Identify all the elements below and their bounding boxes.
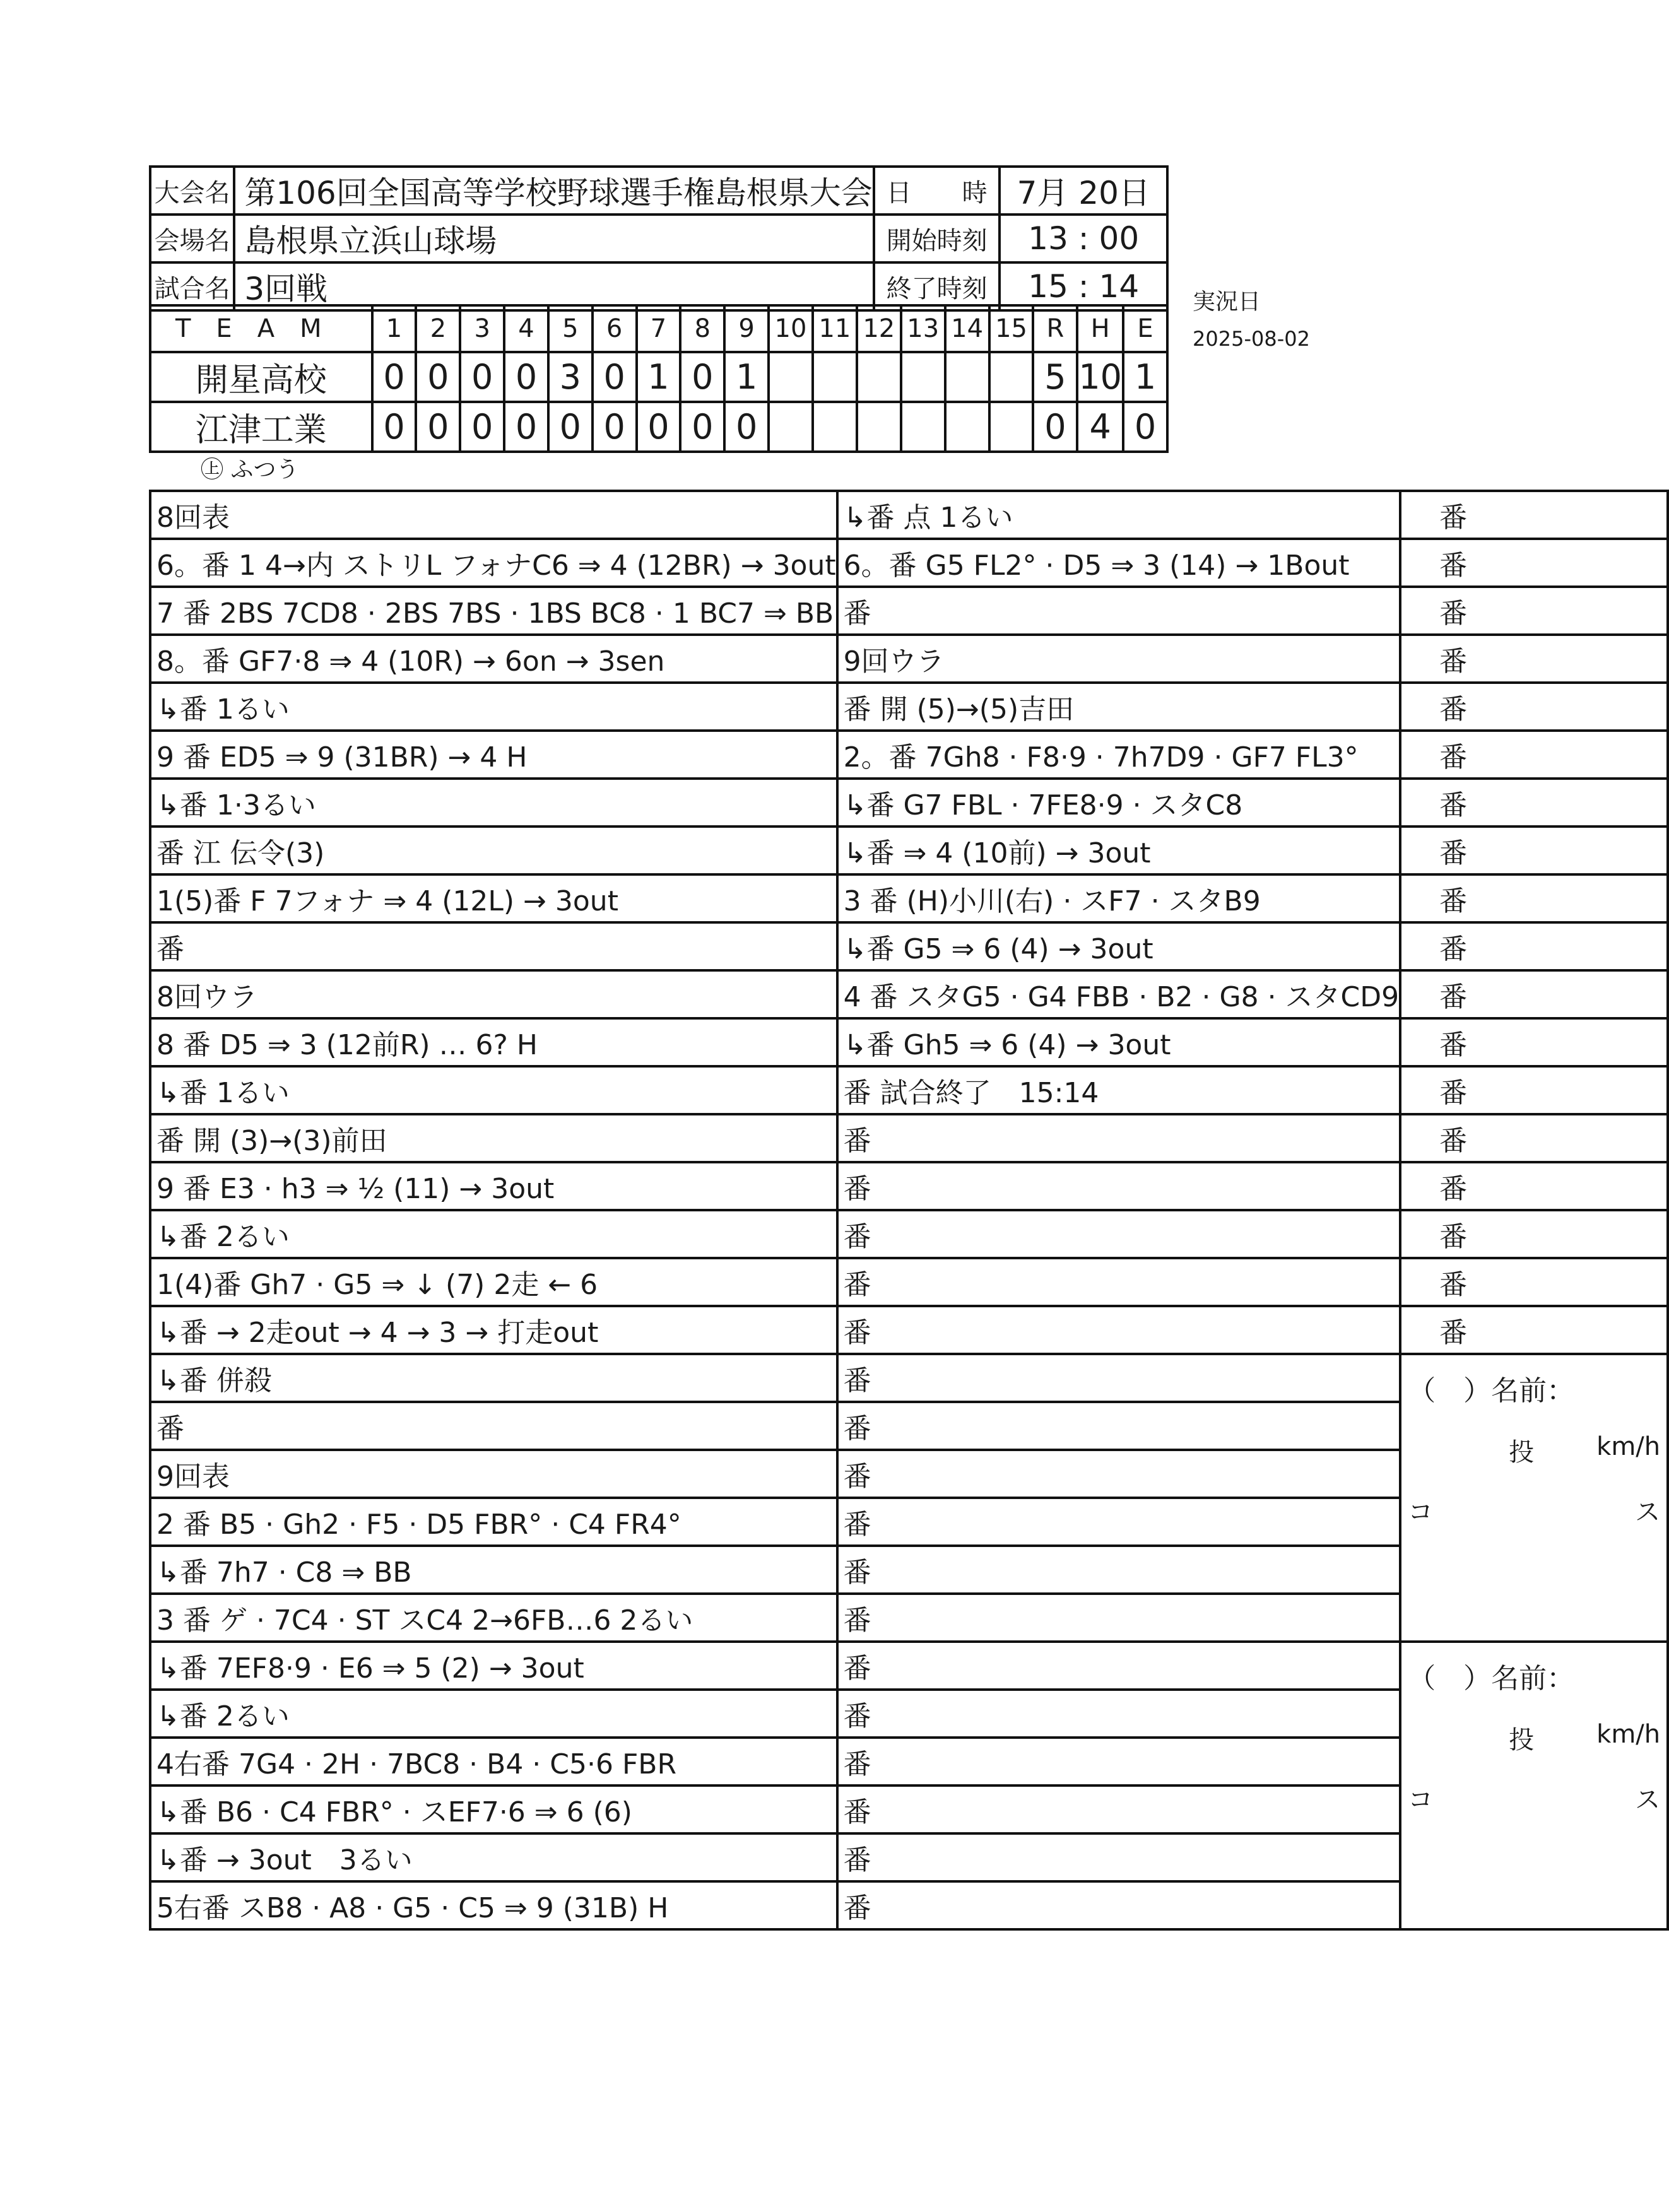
inning-header: 14 bbox=[945, 305, 989, 352]
play-row bbox=[150, 491, 1668, 539]
inning-score bbox=[989, 352, 1034, 402]
game-label: 試合名 bbox=[150, 262, 234, 310]
extra-play-cell: 番 bbox=[1400, 1258, 1668, 1306]
home-play-cell: 番 bbox=[837, 1210, 1401, 1258]
visitor-play-cell: 8回ウラ bbox=[150, 970, 837, 1018]
runs-header: R bbox=[1033, 305, 1077, 352]
home-play-cell: 2。番 7Gh8 · F8·9 · 7h7D9 · GF7 FL3° bbox=[837, 731, 1401, 779]
home-play-cell: 番 bbox=[837, 1306, 1401, 1354]
inning-header: 10 bbox=[769, 305, 813, 352]
home-play-cell: 番 bbox=[837, 1546, 1401, 1594]
broadcast-date: 2025-08-02 bbox=[1193, 327, 1310, 351]
home-play-cell: 番 開 (5)→(5)吉田 bbox=[837, 683, 1401, 731]
inning-score: 0 bbox=[416, 402, 460, 452]
play-row bbox=[150, 827, 1668, 874]
play-row bbox=[150, 779, 1668, 827]
total-runs: 5 bbox=[1033, 352, 1077, 402]
total-errors: 0 bbox=[1123, 402, 1167, 452]
inning-score: 0 bbox=[504, 402, 548, 452]
play-row bbox=[150, 970, 1668, 1018]
visitor-play-cell: 番 bbox=[150, 922, 837, 970]
inning-header: 13 bbox=[901, 305, 945, 352]
inning-header: 11 bbox=[813, 305, 857, 352]
play-row bbox=[150, 731, 1668, 779]
play-row bbox=[150, 874, 1668, 922]
home-play-cell: 3 番 (H)小川(右) · スF7 · スタB9 bbox=[837, 874, 1401, 922]
inning-score: 0 bbox=[593, 352, 637, 402]
inning-header: 15 bbox=[989, 305, 1034, 352]
course-label: コ bbox=[1408, 1785, 1434, 1815]
inning-score bbox=[989, 402, 1034, 452]
course-label: コ bbox=[1408, 1498, 1434, 1527]
pitcher-box bbox=[1400, 1642, 1668, 1929]
inning-score: 0 bbox=[593, 402, 637, 452]
visitor-play-cell: 6。番 1 4→内 ストリL フォナC6 ⇒ 4 (12BR) → 3out bbox=[150, 539, 837, 587]
throw-label: 投 bbox=[1509, 1726, 1535, 1755]
visitor-play-cell: 9 番 ED5 ⇒ 9 (31BR) → 4 H bbox=[150, 731, 837, 779]
inning-score bbox=[901, 352, 945, 402]
visitor-play-cell: 7 番 2BS 7CD8 · 2BS 7BS · 1BS BC8 · 1 BC7 ⇒ BB bbox=[150, 587, 837, 635]
play-row bbox=[150, 635, 1668, 683]
tournament-label: 大会名 bbox=[150, 167, 234, 215]
visitor-play-cell: 9 番 E3 · h3 ⇒ ½ (11) → 3out bbox=[150, 1162, 837, 1210]
broadcast-date-label: 実況日 bbox=[1193, 289, 1261, 315]
visitor-play-cell: ↳番 7h7 · C8 ⇒ BB bbox=[150, 1546, 837, 1594]
extra-play-cell: 番 bbox=[1400, 874, 1668, 922]
play-row bbox=[150, 1210, 1668, 1258]
pitcher-speed-line bbox=[1408, 1720, 1660, 1756]
su-label: ス bbox=[1635, 1785, 1661, 1815]
venue-label: 会場名 bbox=[150, 215, 234, 262]
inning-header: 2 bbox=[416, 305, 460, 352]
pitcher-course-line bbox=[1408, 1780, 1660, 1816]
game-info-table bbox=[149, 165, 1169, 312]
inning-score: 0 bbox=[548, 402, 593, 452]
total-hits: 4 bbox=[1077, 402, 1123, 452]
pitcher-speed-line bbox=[1408, 1432, 1660, 1468]
inning-score bbox=[901, 402, 945, 452]
home-play-cell: ↳番 ⇒ 4 (10前) → 3out bbox=[837, 827, 1401, 874]
inning-score bbox=[857, 352, 901, 402]
visitor-play-cell: 1(4)番 Gh7 · G5 ⇒ ↓ (7) 2走 ← 6 bbox=[150, 1258, 837, 1306]
total-hits: 10 bbox=[1077, 352, 1123, 402]
inning-score bbox=[857, 402, 901, 452]
home-play-cell: 番 試合終了 15:14 bbox=[837, 1066, 1401, 1114]
extra-play-cell: 番 bbox=[1400, 683, 1668, 731]
visitor-play-cell: ↳番 1るい bbox=[150, 683, 837, 731]
inning-score: 0 bbox=[372, 352, 416, 402]
tournament-name: 第106回全国高等学校野球選手権島根県大会 bbox=[234, 167, 873, 215]
visitor-play-cell: 8。番 GF7·8 ⇒ 4 (10R) → 6on → 3sen bbox=[150, 635, 837, 683]
play-by-play-grid bbox=[149, 490, 1669, 1931]
errors-header: E bbox=[1123, 305, 1167, 352]
inning-header: 12 bbox=[857, 305, 901, 352]
inning-score bbox=[769, 352, 813, 402]
pitcher-course-line bbox=[1408, 1492, 1660, 1528]
play-row bbox=[150, 1642, 1668, 1690]
su-label: ス bbox=[1635, 1498, 1661, 1527]
home-play-cell: 4 番 スタG5 · G4 FBB · B2 · G8 · スタCD9 bbox=[837, 970, 1401, 1018]
team-name: 江津工業 bbox=[150, 402, 372, 452]
inning-score: 0 bbox=[724, 402, 769, 452]
date-value: 7月 20日 bbox=[1000, 167, 1167, 215]
pitcher-name-label: （ ）名前： bbox=[1408, 1662, 1575, 1695]
visitor-play-cell: 9回表 bbox=[150, 1450, 837, 1498]
home-play-cell: 番 bbox=[837, 1450, 1401, 1498]
home-play-cell: ↳番 G7 FBL · 7FE8·9 · スタC8 bbox=[837, 779, 1401, 827]
inning-header: 3 bbox=[460, 305, 504, 352]
play-row bbox=[150, 1306, 1668, 1354]
inning-score: 1 bbox=[724, 352, 769, 402]
visitor-play-cell: 1(5)番 F 7フォナ ⇒ 4 (12L) → 3out bbox=[150, 874, 837, 922]
play-row bbox=[150, 1162, 1668, 1210]
inning-score bbox=[813, 352, 857, 402]
visitor-play-cell: ↳番 2るい bbox=[150, 1690, 837, 1738]
speed-unit: km/h bbox=[1596, 1720, 1661, 1749]
total-runs: 0 bbox=[1033, 402, 1077, 452]
under-note: ㊤ ふつう bbox=[201, 457, 299, 483]
team-name: 開星高校 bbox=[150, 352, 372, 402]
inning-header: 7 bbox=[637, 305, 681, 352]
extra-play-cell: 番 bbox=[1400, 731, 1668, 779]
end-label: 終了時刻 bbox=[874, 262, 1000, 310]
visitor-play-cell: 3 番 ゲ · 7C4 · ST スC4 2→6FB…6 2るい bbox=[150, 1594, 837, 1642]
visitor-play-cell: 番 江 伝令(3) bbox=[150, 827, 837, 874]
extra-play-cell: 番 bbox=[1400, 970, 1668, 1018]
visitor-play-cell: 8 番 D5 ⇒ 3 (12前R) … 6? H bbox=[150, 1018, 837, 1066]
inning-score: 3 bbox=[548, 352, 593, 402]
end-time: 15 : 14 bbox=[1000, 262, 1167, 310]
team-header: TEAM bbox=[150, 305, 372, 352]
inning-header: 9 bbox=[724, 305, 769, 352]
play-row bbox=[150, 1066, 1668, 1114]
pitcher-name-label: （ ）名前： bbox=[1408, 1375, 1575, 1407]
play-row bbox=[150, 1354, 1668, 1402]
visitor-play-cell: ↳番 1·3るい bbox=[150, 779, 837, 827]
extra-play-cell: 番 bbox=[1400, 1018, 1668, 1066]
inning-score: 0 bbox=[372, 402, 416, 452]
home-play-cell: 番 bbox=[837, 1402, 1401, 1450]
home-play-cell: 番 bbox=[837, 1690, 1401, 1738]
play-row bbox=[150, 683, 1668, 731]
home-play-cell: 6。番 G5 FL2° · D5 ⇒ 3 (14) → 1Bout bbox=[837, 539, 1401, 587]
hits-header: H bbox=[1077, 305, 1123, 352]
score-table bbox=[149, 304, 1169, 453]
home-play-cell: 番 bbox=[837, 1258, 1401, 1306]
date-label: 日 時 bbox=[874, 167, 1000, 215]
home-play-cell: 番 bbox=[837, 587, 1401, 635]
inning-score: 0 bbox=[504, 352, 548, 402]
extra-play-cell: 番 bbox=[1400, 539, 1668, 587]
inning-score: 0 bbox=[416, 352, 460, 402]
home-play-cell: ↳番 Gh5 ⇒ 6 (4) → 3out bbox=[837, 1018, 1401, 1066]
inning-header: 6 bbox=[593, 305, 637, 352]
team-row-gotsu bbox=[150, 402, 1167, 452]
inning-score: 0 bbox=[637, 402, 681, 452]
extra-play-cell: 番 bbox=[1400, 922, 1668, 970]
visitor-play-cell: 4右番 7G4 · 2H · 7BC8 · B4 · C5·6 FBR bbox=[150, 1738, 837, 1785]
play-row bbox=[150, 539, 1668, 587]
extra-play-cell: 番 bbox=[1400, 491, 1668, 539]
extra-play-cell: 番 bbox=[1400, 587, 1668, 635]
inning-score bbox=[945, 402, 989, 452]
inning-header: 8 bbox=[680, 305, 724, 352]
pitcher-box bbox=[1400, 1354, 1668, 1642]
visitor-play-cell: 番 bbox=[150, 1402, 837, 1450]
visitor-play-cell: ↳番 7EF8·9 · E6 ⇒ 5 (2) → 3out bbox=[150, 1642, 837, 1690]
speed-unit: km/h bbox=[1596, 1432, 1661, 1461]
visitor-play-cell: 番 開 (3)→(3)前田 bbox=[150, 1114, 837, 1162]
inning-score: 0 bbox=[460, 402, 504, 452]
inning-score bbox=[769, 402, 813, 452]
total-errors: 1 bbox=[1123, 352, 1167, 402]
visitor-play-cell: ↳番 → 3out 3るい bbox=[150, 1833, 837, 1881]
game-name: 3回戦 bbox=[234, 262, 873, 310]
home-play-cell: 番 bbox=[837, 1881, 1401, 1929]
visitor-play-cell: ↳番 2るい bbox=[150, 1210, 837, 1258]
play-row bbox=[150, 1258, 1668, 1306]
home-play-cell: 番 bbox=[837, 1114, 1401, 1162]
home-play-cell: 9回ウラ bbox=[837, 635, 1401, 683]
throw-label: 投 bbox=[1509, 1438, 1535, 1467]
play-row bbox=[150, 587, 1668, 635]
home-play-cell: 番 bbox=[837, 1162, 1401, 1210]
extra-play-cell: 番 bbox=[1400, 779, 1668, 827]
inning-score bbox=[813, 402, 857, 452]
extra-play-cell: 番 bbox=[1400, 1210, 1668, 1258]
play-row bbox=[150, 1018, 1668, 1066]
extra-play-cell: 番 bbox=[1400, 635, 1668, 683]
inning-score: 0 bbox=[680, 352, 724, 402]
visitor-play-cell: ↳番 1るい bbox=[150, 1066, 837, 1114]
home-play-cell: 番 bbox=[837, 1498, 1401, 1546]
extra-play-cell: 番 bbox=[1400, 827, 1668, 874]
home-play-cell: 番 bbox=[837, 1833, 1401, 1881]
inning-header: 4 bbox=[504, 305, 548, 352]
visitor-play-cell: 5右番 スB8 · A8 · G5 · C5 ⇒ 9 (31B) H bbox=[150, 1881, 837, 1929]
visitor-play-cell: ↳番 → 2走out → 4 → 3 → 打走out bbox=[150, 1306, 837, 1354]
inning-score: 1 bbox=[637, 352, 681, 402]
start-time: 13 : 00 bbox=[1000, 215, 1167, 262]
venue-name: 島根県立浜山球場 bbox=[234, 215, 873, 262]
home-play-cell: 番 bbox=[837, 1354, 1401, 1402]
inning-score: 0 bbox=[460, 352, 504, 402]
extra-play-cell: 番 bbox=[1400, 1162, 1668, 1210]
team-row-kaisei bbox=[150, 352, 1167, 402]
extra-play-cell: 番 bbox=[1400, 1306, 1668, 1354]
visitor-play-cell: ↳番 B6 · C4 FBR° · スEF7·6 ⇒ 6 (6) bbox=[150, 1785, 837, 1833]
visitor-play-cell: ↳番 併殺 bbox=[150, 1354, 837, 1402]
extra-play-cell: 番 bbox=[1400, 1114, 1668, 1162]
start-label: 開始時刻 bbox=[874, 215, 1000, 262]
home-play-cell: 番 bbox=[837, 1785, 1401, 1833]
inning-score bbox=[945, 352, 989, 402]
home-play-cell: 番 bbox=[837, 1642, 1401, 1690]
inning-header: 5 bbox=[548, 305, 593, 352]
home-play-cell: 番 bbox=[837, 1594, 1401, 1642]
visitor-play-cell: 2 番 B5 · Gh2 · F5 · D5 FBR° · C4 FR4° bbox=[150, 1498, 837, 1546]
play-row bbox=[150, 1114, 1668, 1162]
visitor-play-cell: 8回表 bbox=[150, 491, 837, 539]
extra-play-cell: 番 bbox=[1400, 1066, 1668, 1114]
home-play-cell: 番 bbox=[837, 1738, 1401, 1785]
inning-header: 1 bbox=[372, 305, 416, 352]
play-row bbox=[150, 922, 1668, 970]
home-play-cell: ↳番 G5 ⇒ 6 (4) → 3out bbox=[837, 922, 1401, 970]
inning-score: 0 bbox=[680, 402, 724, 452]
home-play-cell: ↳番 点 1るい bbox=[837, 491, 1401, 539]
